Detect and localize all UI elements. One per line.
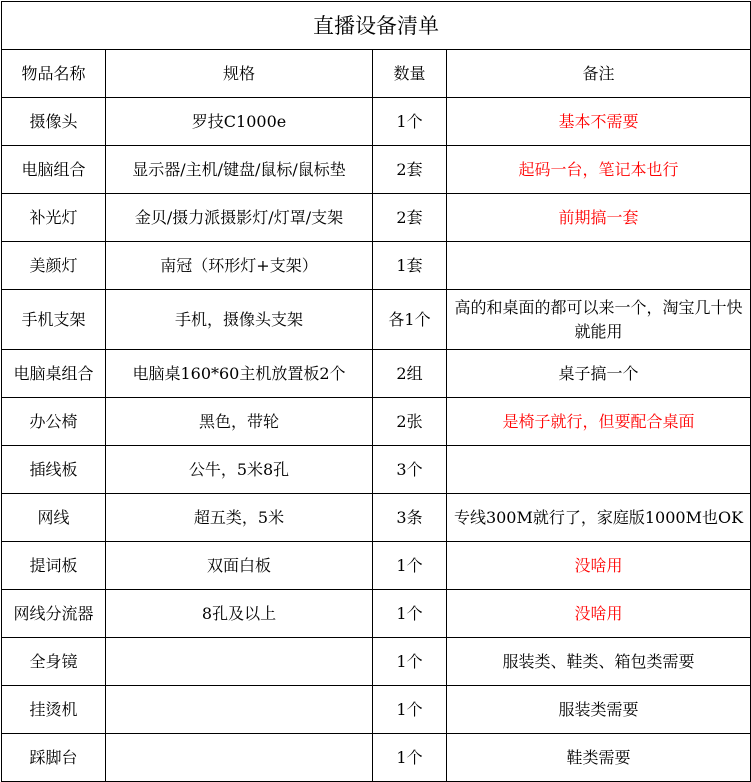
header-qty: 数量	[373, 50, 447, 98]
cell-note: 服装类需要	[447, 686, 751, 734]
cell-qty: 2套	[373, 194, 447, 242]
cell-qty: 2套	[373, 146, 447, 194]
cell-spec: 显示器/主机/键盘/鼠标/鼠标垫	[106, 146, 373, 194]
cell-note: 鞋类需要	[447, 734, 751, 782]
table-row	[2, 494, 751, 542]
cell-note: 专线300M就行了，家庭版1000M也OK	[447, 494, 751, 542]
cell-note	[447, 242, 751, 290]
table-row	[2, 290, 751, 350]
cell-spec: 电脑桌160*60主机放置板2个	[106, 350, 373, 398]
cell-name: 美颜灯	[2, 242, 106, 290]
cell-name: 补光灯	[2, 194, 106, 242]
cell-spec: 黑色，带轮	[106, 398, 373, 446]
table-row	[2, 398, 751, 446]
table-row	[2, 590, 751, 638]
table-row	[2, 242, 751, 290]
cell-spec	[106, 638, 373, 686]
cell-spec: 南冠（环形灯+支架）	[106, 242, 373, 290]
header-row	[2, 50, 751, 98]
cell-spec: 8孔及以上	[106, 590, 373, 638]
table-row	[2, 194, 751, 242]
cell-name: 插线板	[2, 446, 106, 494]
cell-spec: 罗技C1000e	[106, 98, 373, 146]
cell-spec: 双面白板	[106, 542, 373, 590]
cell-note: 起码一台，笔记本也行	[447, 146, 751, 194]
header-spec: 规格	[106, 50, 373, 98]
table-row	[2, 542, 751, 590]
table-row	[2, 734, 751, 782]
cell-qty: 1套	[373, 242, 447, 290]
cell-note: 是椅子就行，但要配合桌面	[447, 398, 751, 446]
cell-name: 办公椅	[2, 398, 106, 446]
cell-qty: 1个	[373, 734, 447, 782]
cell-note: 服装类、鞋类、箱包类需要	[447, 638, 751, 686]
cell-spec: 手机，摄像头支架	[106, 290, 373, 350]
cell-name: 踩脚台	[2, 734, 106, 782]
cell-qty: 1个	[373, 590, 447, 638]
cell-qty: 3条	[373, 494, 447, 542]
cell-qty: 1个	[373, 98, 447, 146]
cell-note: 没啥用	[447, 542, 751, 590]
cell-qty: 3个	[373, 446, 447, 494]
cell-qty: 1个	[373, 638, 447, 686]
cell-qty: 各1个	[373, 290, 447, 350]
cell-spec: 公牛，5米8孔	[106, 446, 373, 494]
cell-spec	[106, 686, 373, 734]
cell-spec: 金贝/摄力派摄影灯/灯罩/支架	[106, 194, 373, 242]
cell-name: 电脑组合	[2, 146, 106, 194]
table-row	[2, 638, 751, 686]
cell-spec	[106, 734, 373, 782]
table-row	[2, 686, 751, 734]
cell-qty: 1个	[373, 542, 447, 590]
cell-name: 全身镜	[2, 638, 106, 686]
cell-name: 提词板	[2, 542, 106, 590]
cell-name: 摄像头	[2, 98, 106, 146]
cell-note: 桌子搞一个	[447, 350, 751, 398]
table-row	[2, 350, 751, 398]
cell-spec: 超五类，5米	[106, 494, 373, 542]
header-note: 备注	[447, 50, 751, 98]
cell-name: 手机支架	[2, 290, 106, 350]
table-row	[2, 446, 751, 494]
cell-note: 基本不需要	[447, 98, 751, 146]
header-name: 物品名称	[2, 50, 106, 98]
cell-name: 网线分流器	[2, 590, 106, 638]
equipment-sheet	[0, 1, 751, 778]
cell-qty: 1个	[373, 686, 447, 734]
table-row	[2, 98, 751, 146]
equipment-table	[1, 1, 751, 782]
cell-name: 网线	[2, 494, 106, 542]
cell-name: 电脑桌组合	[2, 350, 106, 398]
title-row	[2, 2, 751, 50]
cell-qty: 2张	[373, 398, 447, 446]
cell-note	[447, 446, 751, 494]
cell-qty: 2组	[373, 350, 447, 398]
cell-note: 没啥用	[447, 590, 751, 638]
cell-note: 高的和桌面的都可以来一个，淘宝几十快就能用	[447, 290, 751, 350]
table-row	[2, 146, 751, 194]
sheet-title: 直播设备清单	[2, 2, 751, 50]
cell-note: 前期搞一套	[447, 194, 751, 242]
cell-name: 挂烫机	[2, 686, 106, 734]
